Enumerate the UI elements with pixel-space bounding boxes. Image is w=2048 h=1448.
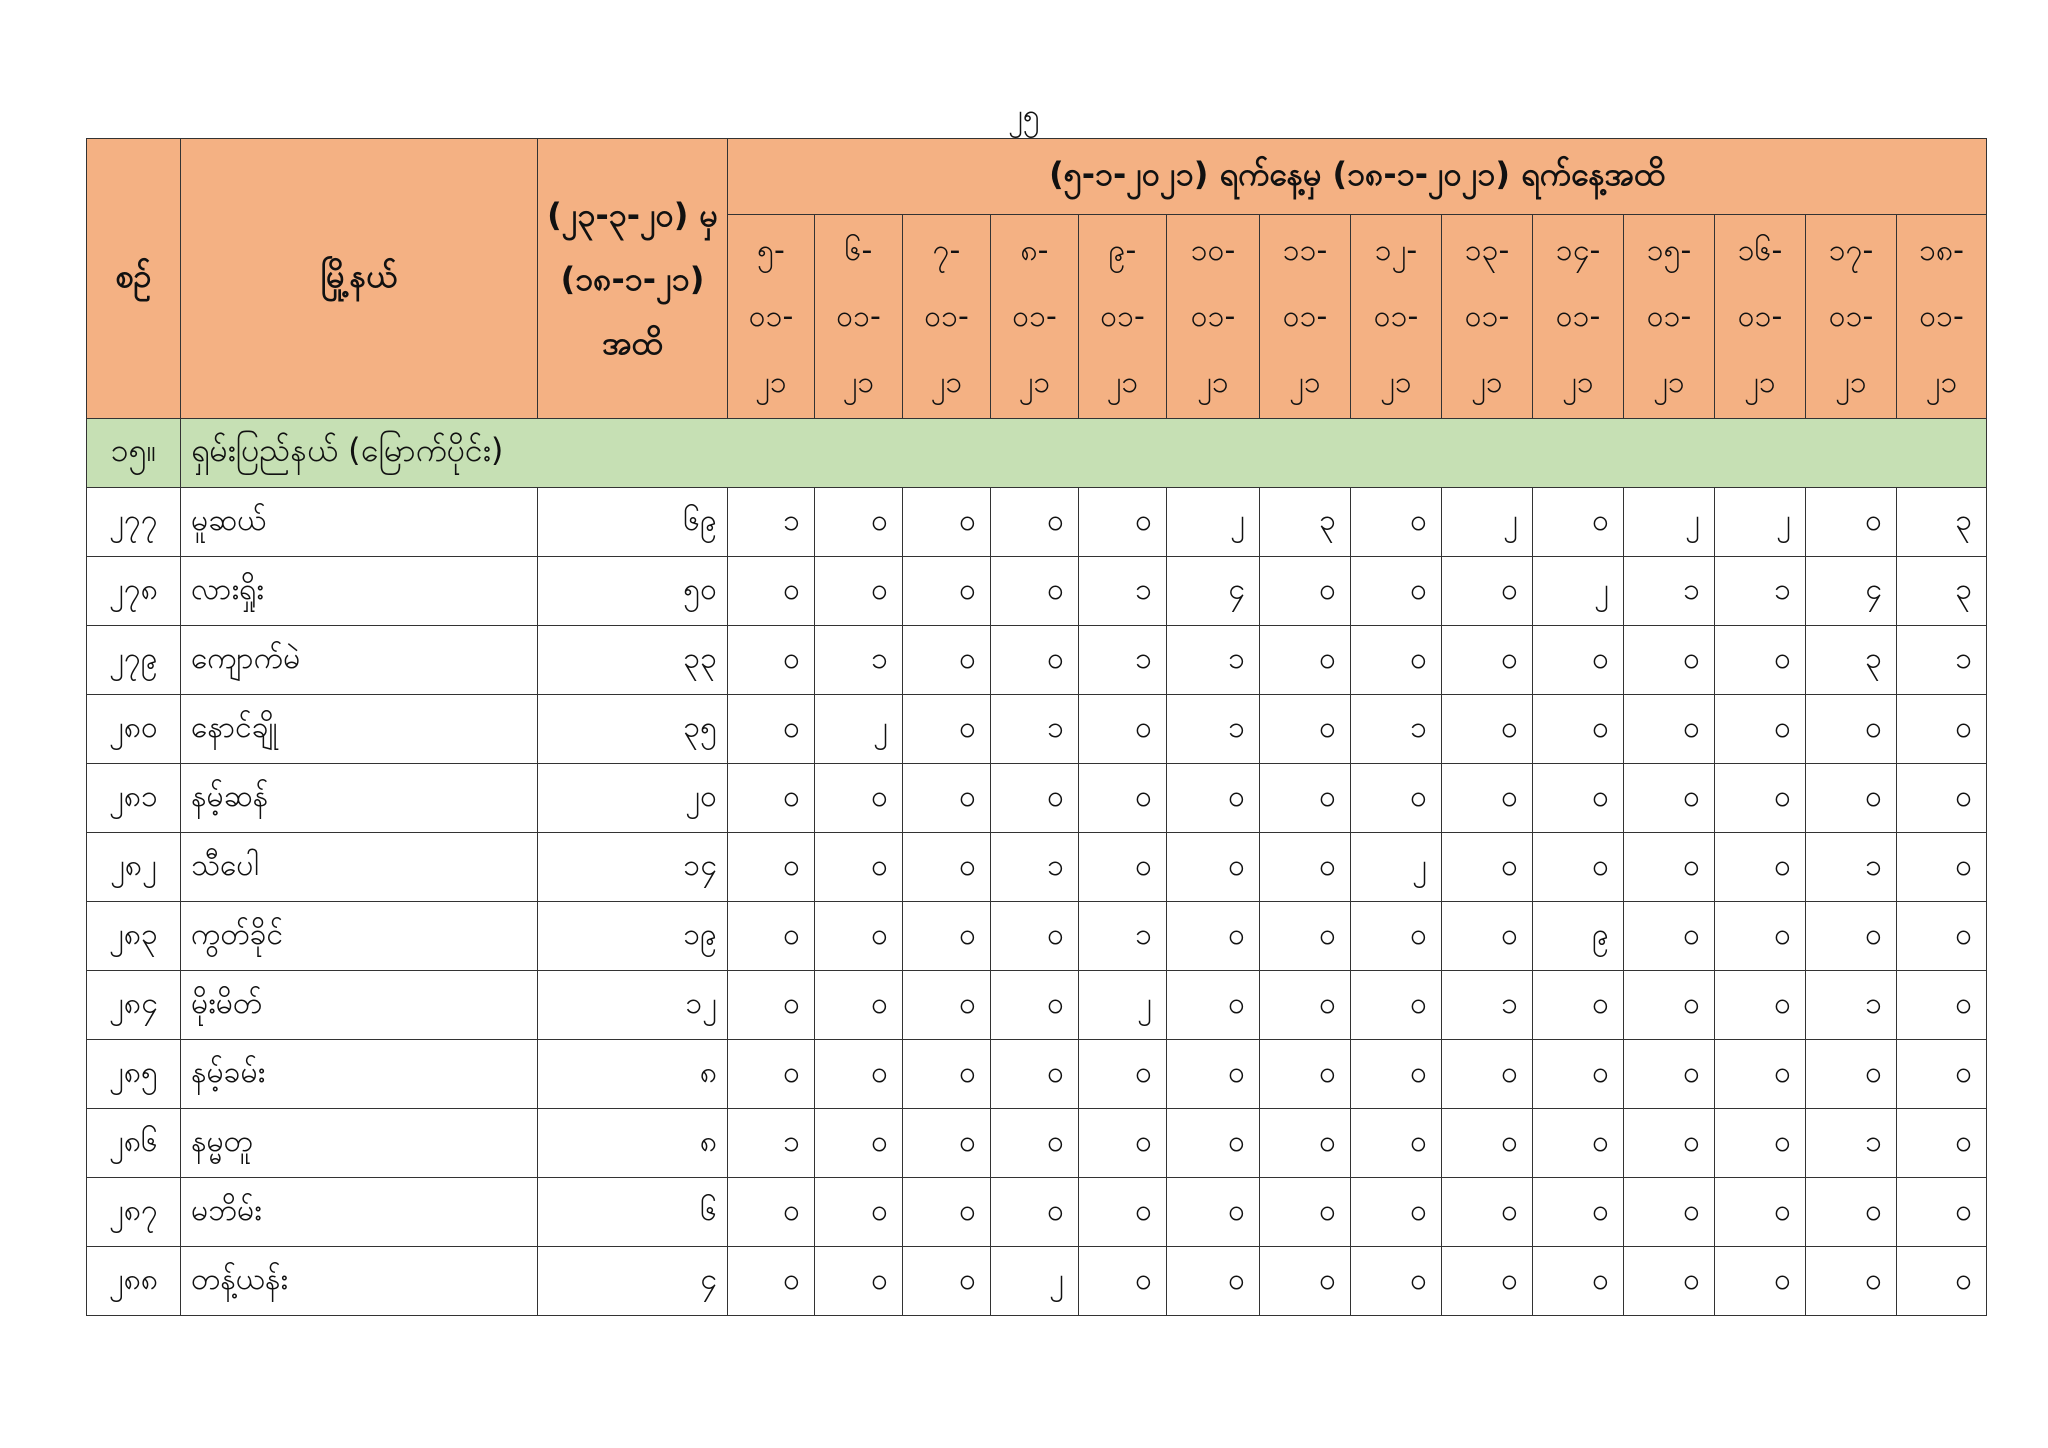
table-row — [87, 1109, 1987, 1178]
row-daily-count: ၀ — [903, 971, 991, 1040]
header-date-part: ၂၁ — [1653, 364, 1685, 400]
row-daily-count: ၀ — [728, 971, 815, 1040]
row-daily-count: ၀ — [1715, 1109, 1806, 1178]
header-date-part: ၈- — [1020, 232, 1049, 268]
row-daily-count: ၀ — [1533, 764, 1624, 833]
row-daily-count: ၀ — [991, 626, 1079, 695]
row-daily-count: ၁ — [991, 695, 1079, 764]
header-date — [1442, 215, 1533, 419]
row-daily-count: ၀ — [1167, 1109, 1260, 1178]
row-serial: ၂၈၄ — [87, 971, 181, 1040]
row-cumulative-total: ၆ — [538, 1178, 728, 1247]
row-daily-count: ၀ — [1624, 695, 1715, 764]
row-daily-count: ၀ — [728, 1040, 815, 1109]
header-date-part: ၂၁ — [1197, 364, 1229, 400]
row-daily-count: ၀ — [728, 1247, 815, 1316]
header-date-part: ၀၁- — [1464, 298, 1510, 334]
row-daily-count: ၁ — [1806, 833, 1897, 902]
header-date-part: ၂၁ — [842, 364, 875, 400]
row-serial: ၂၈၁ — [87, 764, 181, 833]
header-cumulative — [538, 139, 728, 419]
row-daily-count: ၂ — [1624, 488, 1715, 557]
row-daily-count: ၀ — [1260, 695, 1351, 764]
header-date-part: ၂၁ — [1289, 364, 1321, 400]
table-row — [87, 902, 1987, 971]
row-daily-count: ၀ — [1351, 902, 1442, 971]
header-date — [1079, 215, 1167, 419]
row-daily-count: ၀ — [1624, 1109, 1715, 1178]
row-daily-count: ၀ — [815, 1040, 903, 1109]
row-daily-count: ၀ — [1897, 902, 1987, 971]
row-cumulative-total: ၈ — [538, 1040, 728, 1109]
row-daily-count: ၀ — [1442, 833, 1533, 902]
row-daily-count: ၀ — [1079, 1109, 1167, 1178]
header-date — [903, 215, 991, 419]
row-township: မဘိမ်း — [181, 1178, 538, 1247]
row-daily-count: ၀ — [903, 1178, 991, 1247]
row-daily-count: ၀ — [815, 1247, 903, 1316]
row-daily-count: ၀ — [1167, 1178, 1260, 1247]
row-daily-count: ၀ — [1897, 1178, 1987, 1247]
row-daily-count: ၀ — [1624, 971, 1715, 1040]
row-daily-count: ၀ — [1442, 626, 1533, 695]
row-daily-count: ၀ — [903, 764, 991, 833]
header-date — [991, 215, 1079, 419]
header-date-part: ၁၂- — [1374, 232, 1418, 268]
row-daily-count: ၀ — [1167, 902, 1260, 971]
row-cumulative-total: ၁၉ — [538, 902, 728, 971]
row-serial: ၂၈၇ — [87, 1178, 181, 1247]
row-daily-count: ၀ — [1167, 1040, 1260, 1109]
header-date-part: ၀၁- — [1555, 298, 1601, 334]
header-date-part: ၇- — [932, 232, 961, 268]
row-daily-count: ၀ — [903, 833, 991, 902]
header-cumulative-line: (၂၃-၃-၂၀) မှ — [547, 195, 718, 234]
header-date-part: ၀၁- — [1828, 298, 1874, 334]
row-daily-count: ၂ — [991, 1247, 1079, 1316]
row-serial: ၂၈၃ — [87, 902, 181, 971]
header-serial: စဉ် — [87, 139, 181, 419]
row-daily-count: ၀ — [1079, 833, 1167, 902]
row-daily-count: ၀ — [903, 1040, 991, 1109]
region-row — [87, 419, 1987, 488]
row-daily-count: ၀ — [815, 833, 903, 902]
header-date-part: ၅- — [757, 232, 785, 268]
row-daily-count: ၁ — [1806, 971, 1897, 1040]
header-period: (၅-၁-၂၀၂၁) ရက်နေ့မှ (၁၈-၁-၂၀၂၁) ရက်နေ့အထိ — [728, 139, 1987, 215]
row-daily-count: ၀ — [1624, 1178, 1715, 1247]
row-daily-count: ၃ — [1897, 488, 1987, 557]
row-township: သီပေါ — [181, 833, 538, 902]
row-daily-count: ၁ — [1079, 557, 1167, 626]
row-daily-count: ၀ — [991, 764, 1079, 833]
row-serial: ၂၈၀ — [87, 695, 181, 764]
row-daily-count: ၀ — [1533, 1040, 1624, 1109]
row-daily-count: ၀ — [1533, 488, 1624, 557]
row-daily-count: ၁ — [1624, 557, 1715, 626]
row-daily-count: ၀ — [1897, 1247, 1987, 1316]
header-date-part: ၀၁- — [1100, 298, 1145, 334]
row-serial: ၂၇၇ — [87, 488, 181, 557]
row-serial: ၂၇၈ — [87, 557, 181, 626]
row-daily-count: ၀ — [1260, 626, 1351, 695]
row-daily-count: ၀ — [1806, 695, 1897, 764]
row-daily-count: ၀ — [1079, 1247, 1167, 1316]
header-date — [1897, 215, 1987, 419]
header-date-part: ၁၅- — [1646, 232, 1692, 268]
row-daily-count: ၀ — [1079, 1040, 1167, 1109]
header-date-part: ၁၄- — [1555, 232, 1601, 268]
row-daily-count: ၀ — [1351, 764, 1442, 833]
row-daily-count: ၀ — [1897, 1109, 1987, 1178]
header-date-part: ၂၁ — [1106, 364, 1139, 400]
row-daily-count: ၀ — [1167, 1247, 1260, 1316]
row-daily-count: ၀ — [1715, 764, 1806, 833]
header-date-part: ၀၁- — [748, 298, 794, 334]
row-daily-count: ၀ — [1079, 764, 1167, 833]
header-date-part: ၀၁- — [1190, 298, 1236, 334]
row-daily-count: ၀ — [1260, 1109, 1351, 1178]
row-daily-count: ၀ — [1260, 1247, 1351, 1316]
row-daily-count: ၀ — [1806, 1178, 1897, 1247]
row-daily-count: ၀ — [1533, 1247, 1624, 1316]
row-daily-count: ၀ — [1351, 557, 1442, 626]
header-date-part: ၂၁ — [930, 364, 963, 400]
row-daily-count: ၀ — [1715, 1247, 1806, 1316]
header-cumulative-line: (၁၈-၁-၂၁) — [560, 259, 705, 298]
row-daily-count: ၀ — [1442, 1109, 1533, 1178]
row-daily-count: ၀ — [903, 488, 991, 557]
row-daily-count: ၀ — [728, 902, 815, 971]
row-daily-count: ၀ — [728, 833, 815, 902]
row-daily-count: ၀ — [991, 902, 1079, 971]
row-daily-count: ၁ — [728, 488, 815, 557]
row-daily-count: ၀ — [1897, 1040, 1987, 1109]
table-row — [87, 488, 1987, 557]
row-daily-count: ၁ — [1079, 902, 1167, 971]
row-daily-count: ၀ — [1167, 971, 1260, 1040]
row-daily-count: ၀ — [815, 557, 903, 626]
region-number: ၁၅။ — [87, 419, 181, 488]
row-daily-count: ၀ — [1533, 971, 1624, 1040]
table-row — [87, 626, 1987, 695]
header-date-part: ၀၁- — [1012, 298, 1057, 334]
row-daily-count: ၀ — [1260, 971, 1351, 1040]
row-daily-count: ၀ — [1260, 833, 1351, 902]
row-daily-count: ၁ — [815, 626, 903, 695]
row-daily-count: ၀ — [1897, 971, 1987, 1040]
row-daily-count: ၀ — [1897, 764, 1987, 833]
row-daily-count: ၀ — [1260, 557, 1351, 626]
row-daily-count: ၃ — [1806, 626, 1897, 695]
header-date-part: ၀၁- — [1373, 298, 1419, 334]
row-daily-count: ၀ — [1624, 1040, 1715, 1109]
page-number: ၂၅ — [1008, 98, 1040, 133]
row-daily-count: ၂ — [1715, 488, 1806, 557]
row-daily-count: ၄ — [1167, 557, 1260, 626]
table-row — [87, 971, 1987, 1040]
row-daily-count: ၀ — [728, 695, 815, 764]
row-township: တန့်ယန်း — [181, 1247, 538, 1316]
header-date-part: ၂၁ — [755, 364, 787, 400]
row-daily-count: ၀ — [903, 902, 991, 971]
header-date — [1715, 215, 1806, 419]
header-date-part: ၁၁- — [1282, 232, 1328, 268]
header-date-part: ၁၈- — [1919, 232, 1964, 268]
row-daily-count: ၁ — [1079, 626, 1167, 695]
row-daily-count: ၀ — [1442, 1178, 1533, 1247]
row-daily-count: ၁ — [1167, 695, 1260, 764]
row-daily-count: ၁ — [1715, 557, 1806, 626]
row-township: နောင်ချို — [181, 695, 538, 764]
row-daily-count: ၀ — [815, 764, 903, 833]
row-daily-count: ၀ — [1442, 764, 1533, 833]
row-serial: ၂၇၉ — [87, 626, 181, 695]
row-daily-count: ၀ — [1351, 971, 1442, 1040]
row-daily-count: ၁ — [1442, 971, 1533, 1040]
row-daily-count: ၀ — [1806, 1040, 1897, 1109]
row-daily-count: ၀ — [903, 1247, 991, 1316]
header-cumulative-line: အထိ — [602, 323, 663, 362]
row-daily-count: ၀ — [1715, 695, 1806, 764]
row-daily-count: ၀ — [991, 488, 1079, 557]
row-daily-count: ၂ — [1351, 833, 1442, 902]
row-daily-count: ၀ — [1442, 695, 1533, 764]
row-daily-count: ၀ — [991, 1178, 1079, 1247]
row-daily-count: ၀ — [1533, 1109, 1624, 1178]
header-date-part: ၀၁- — [1646, 298, 1692, 334]
header-date-part: ၂၁ — [1562, 364, 1594, 400]
row-daily-count: ၀ — [728, 626, 815, 695]
header-date-part: ၀၁- — [1282, 298, 1328, 334]
row-daily-count: ၀ — [1351, 1109, 1442, 1178]
row-township: ကွတ်ခိုင် — [181, 902, 538, 971]
row-daily-count: ၀ — [1260, 902, 1351, 971]
row-daily-count: ၁ — [1351, 695, 1442, 764]
row-township: နမ္မတူ — [181, 1109, 538, 1178]
row-serial: ၂၈၆ — [87, 1109, 181, 1178]
row-daily-count: ၀ — [991, 1109, 1079, 1178]
row-daily-count: ၀ — [1260, 1040, 1351, 1109]
row-daily-count: ၀ — [1351, 1247, 1442, 1316]
header-date-part: ၀၁- — [1737, 298, 1783, 334]
row-daily-count: ၀ — [1624, 902, 1715, 971]
row-daily-count: ၀ — [728, 557, 815, 626]
row-daily-count: ၀ — [1167, 833, 1260, 902]
row-daily-count: ၀ — [1079, 488, 1167, 557]
row-daily-count: ၀ — [1079, 1178, 1167, 1247]
row-daily-count: ၁ — [1167, 626, 1260, 695]
header-date — [1351, 215, 1442, 419]
row-daily-count: ၁ — [1897, 626, 1987, 695]
table-row — [87, 1178, 1987, 1247]
row-daily-count: ၀ — [1260, 1178, 1351, 1247]
row-daily-count: ၀ — [1351, 626, 1442, 695]
row-cumulative-total: ၂၀ — [538, 764, 728, 833]
row-daily-count: ၀ — [1442, 557, 1533, 626]
row-daily-count: ၀ — [1533, 695, 1624, 764]
header-date — [815, 215, 903, 419]
row-daily-count: ၀ — [1079, 695, 1167, 764]
row-daily-count: ၀ — [815, 902, 903, 971]
row-daily-count: ၀ — [903, 1109, 991, 1178]
table-row — [87, 695, 1987, 764]
row-township: လားရှိုး — [181, 557, 538, 626]
header-date-part: ၉- — [1108, 232, 1137, 268]
row-daily-count: ၀ — [991, 1040, 1079, 1109]
header-date-part: ၀၁- — [924, 298, 969, 334]
row-township: ကျောက်မဲ — [181, 626, 538, 695]
row-daily-count: ၁ — [991, 833, 1079, 902]
row-daily-count: ၀ — [1624, 764, 1715, 833]
row-daily-count: ၃ — [1260, 488, 1351, 557]
row-daily-count: ၄ — [1806, 557, 1897, 626]
row-daily-count: ၀ — [1533, 626, 1624, 695]
row-serial: ၂၈၈ — [87, 1247, 181, 1316]
row-cumulative-total: ၆၉ — [538, 488, 728, 557]
row-daily-count: ၀ — [1715, 1040, 1806, 1109]
row-daily-count: ၀ — [815, 1109, 903, 1178]
header-date-part: ၂၁ — [1018, 364, 1051, 400]
row-cumulative-total: ၃၅ — [538, 695, 728, 764]
header-date-part: ၁၆- — [1737, 232, 1783, 268]
row-daily-count: ၀ — [728, 1178, 815, 1247]
header-date — [1260, 215, 1351, 419]
row-daily-count: ၀ — [1715, 971, 1806, 1040]
row-daily-count: ၂ — [1079, 971, 1167, 1040]
header-date-part: ၂၁ — [1471, 364, 1503, 400]
header-date-part: ၆- — [844, 232, 873, 268]
row-daily-count: ၁ — [728, 1109, 815, 1178]
header-date-part: ၁၃- — [1464, 232, 1510, 268]
row-daily-count: ၀ — [1167, 764, 1260, 833]
row-daily-count: ၀ — [1533, 1178, 1624, 1247]
row-daily-count: ၀ — [1260, 764, 1351, 833]
row-daily-count: ၀ — [1442, 1247, 1533, 1316]
row-daily-count: ၀ — [1442, 1040, 1533, 1109]
row-daily-count: ၀ — [903, 557, 991, 626]
row-daily-count: ၂ — [1533, 557, 1624, 626]
row-daily-count: ၀ — [1533, 833, 1624, 902]
row-daily-count: ၀ — [1806, 1247, 1897, 1316]
row-daily-count: ၃ — [1897, 557, 1987, 626]
row-cumulative-total: ၈ — [538, 1109, 728, 1178]
header-date-part: ၁၇- — [1828, 232, 1874, 268]
row-township: မူဆယ် — [181, 488, 538, 557]
row-daily-count: ၀ — [1351, 1040, 1442, 1109]
row-township: မိုးမိတ် — [181, 971, 538, 1040]
row-serial: ၂၈၅ — [87, 1040, 181, 1109]
row-daily-count: ၂ — [1167, 488, 1260, 557]
row-daily-count: ၀ — [903, 626, 991, 695]
row-daily-count: ၀ — [1442, 902, 1533, 971]
table-row — [87, 764, 1987, 833]
township-cases-table — [86, 138, 1987, 1316]
row-cumulative-total: ၅၀ — [538, 557, 728, 626]
header-date-part: ၂၁ — [1744, 364, 1776, 400]
region-name: ရှမ်းပြည်နယ် (မြောက်ပိုင်း) — [181, 419, 1987, 488]
table-row — [87, 557, 1987, 626]
row-township: နမ့်ခမ်း — [181, 1040, 538, 1109]
row-daily-count: ၀ — [1806, 764, 1897, 833]
row-cumulative-total: ၁၄ — [538, 833, 728, 902]
row-daily-count: ၀ — [815, 1178, 903, 1247]
row-cumulative-total: ၄ — [538, 1247, 728, 1316]
row-cumulative-total: ၃၃ — [538, 626, 728, 695]
row-daily-count: ၀ — [815, 971, 903, 1040]
header-date — [1806, 215, 1897, 419]
row-daily-count: ၀ — [1715, 833, 1806, 902]
header-date-part: ၁၀- — [1190, 232, 1236, 268]
row-daily-count: ၀ — [1806, 902, 1897, 971]
row-township: နမ့်ဆန် — [181, 764, 538, 833]
header-date-part: ၂၁ — [1835, 364, 1867, 400]
row-daily-count: ၀ — [1624, 833, 1715, 902]
header-date — [1167, 215, 1260, 419]
row-daily-count: ၀ — [1897, 695, 1987, 764]
row-daily-count: ၀ — [1715, 626, 1806, 695]
header-date — [1624, 215, 1715, 419]
row-daily-count: ၀ — [1624, 1247, 1715, 1316]
table-row — [87, 1247, 1987, 1316]
row-daily-count: ၀ — [728, 764, 815, 833]
header-date — [728, 215, 815, 419]
header-date-part: ၂၁ — [1380, 364, 1412, 400]
row-daily-count: ၀ — [1715, 902, 1806, 971]
row-daily-count: ၉ — [1533, 902, 1624, 971]
header-date-part: ၀၁- — [836, 298, 881, 334]
row-daily-count: ၀ — [903, 695, 991, 764]
row-daily-count: ၀ — [815, 488, 903, 557]
row-daily-count: ၀ — [1897, 833, 1987, 902]
row-daily-count: ၂ — [815, 695, 903, 764]
row-cumulative-total: ၁၂ — [538, 971, 728, 1040]
row-daily-count: ၀ — [1351, 488, 1442, 557]
row-daily-count: ၀ — [991, 971, 1079, 1040]
row-daily-count: ၀ — [1806, 488, 1897, 557]
header-date-part: ၂၁ — [1925, 364, 1958, 400]
row-daily-count: ၀ — [991, 557, 1079, 626]
table-row — [87, 1040, 1987, 1109]
table-row — [87, 833, 1987, 902]
row-daily-count: ၀ — [1715, 1178, 1806, 1247]
row-daily-count: ၀ — [1351, 1178, 1442, 1247]
row-daily-count: ၁ — [1806, 1109, 1897, 1178]
header-date-part: ၀၁- — [1919, 298, 1964, 334]
row-serial: ၂၈၂ — [87, 833, 181, 902]
header-township: မြို့နယ် — [181, 139, 538, 419]
header-date — [1533, 215, 1624, 419]
row-daily-count: ၀ — [1624, 626, 1715, 695]
row-daily-count: ၂ — [1442, 488, 1533, 557]
